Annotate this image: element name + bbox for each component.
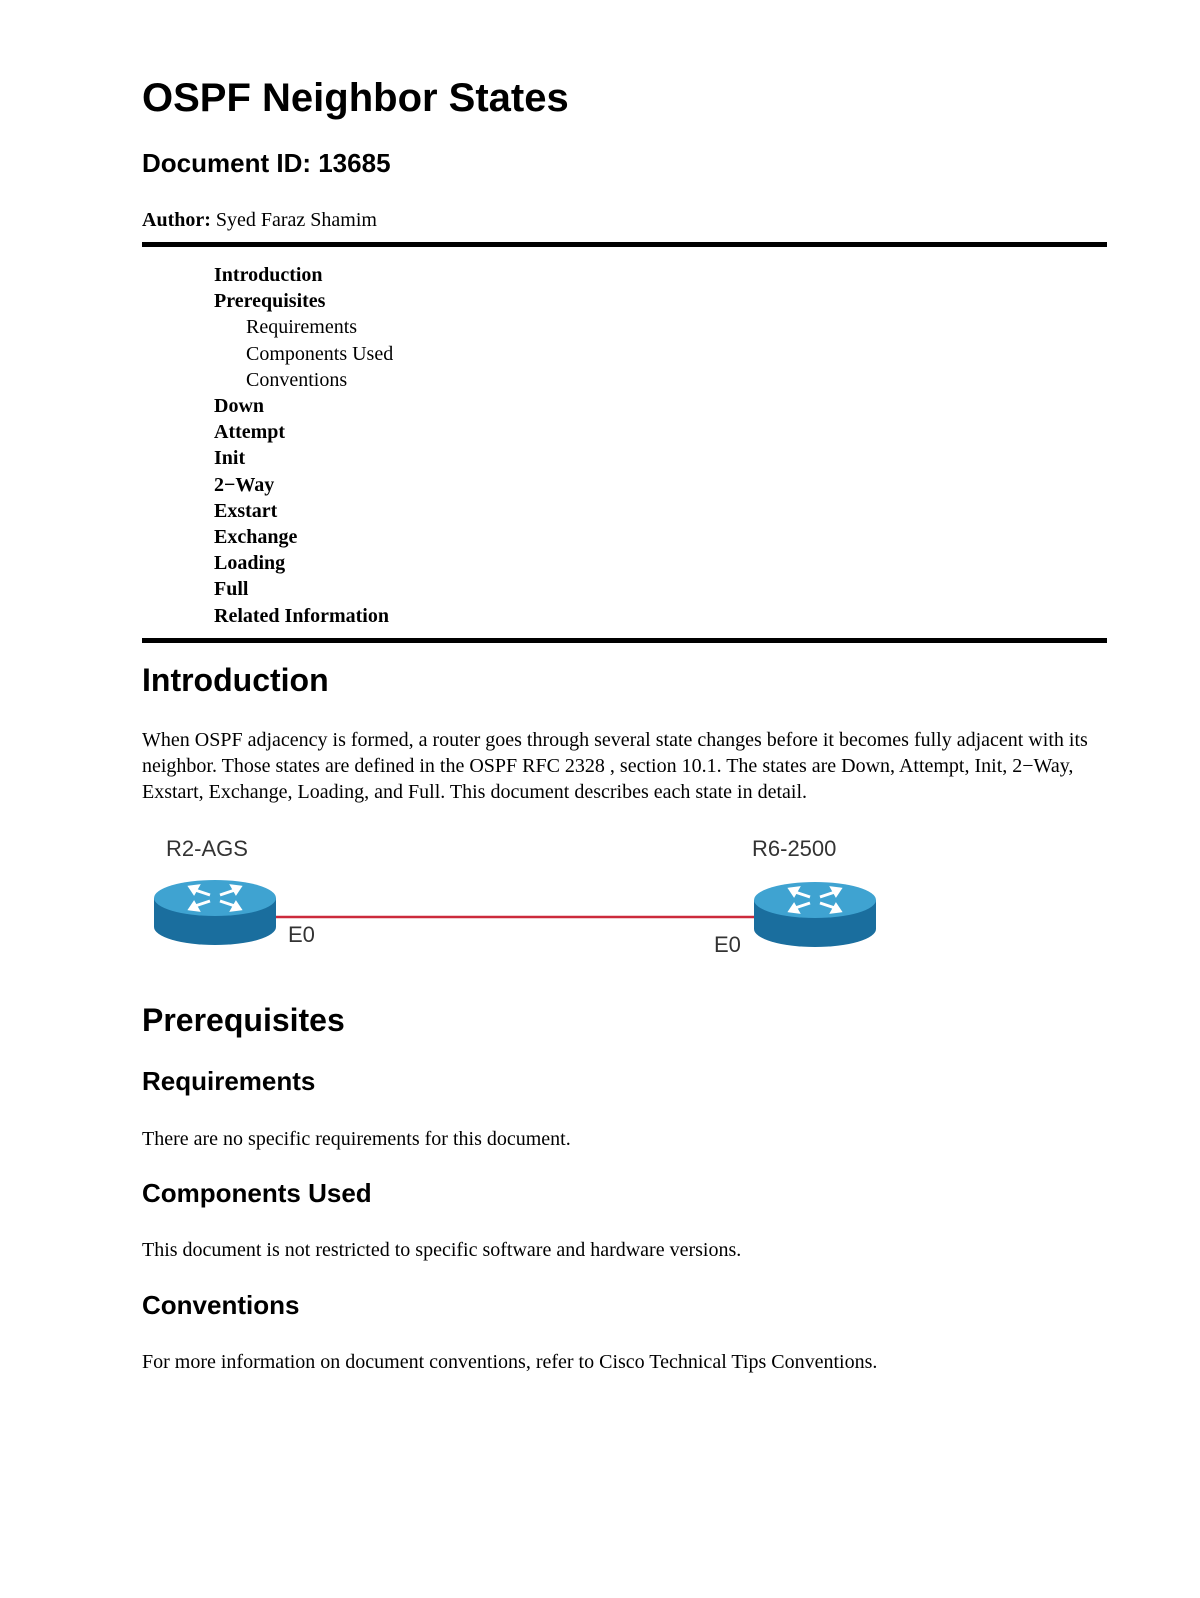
author-line xyxy=(142,207,377,233)
section-heading-prerequisites: Prerequisites xyxy=(142,1002,345,1038)
router-right-interface: E0 xyxy=(714,932,741,957)
author-label: Author: xyxy=(142,209,211,231)
toc-item[interactable]: Attempt xyxy=(214,421,286,444)
toc-bottom-rule xyxy=(142,638,1107,643)
toc-item[interactable]: Full xyxy=(214,578,249,601)
toc-top-rule xyxy=(142,242,1107,247)
section-heading-introduction: Introduction xyxy=(142,662,329,698)
toc-item[interactable]: Requirements xyxy=(246,316,358,339)
toc-item[interactable]: Introduction xyxy=(214,264,323,286)
subsection-heading-requirements: Requirements xyxy=(142,1066,316,1096)
router-right-name: R6-2500 xyxy=(752,836,837,861)
network-diagram xyxy=(140,828,900,978)
toc-item[interactable]: Prerequisites xyxy=(214,290,326,313)
toc-item[interactable]: 2−Way xyxy=(214,473,275,496)
page-title: OSPF Neighbor States xyxy=(142,76,569,120)
router-left-interface: E0 xyxy=(288,922,315,947)
components-used-text: This document is not restricted to specific software and hardware versions. xyxy=(142,1239,742,1261)
toc-item[interactable]: Down xyxy=(214,395,265,418)
subsection-heading-conventions: Conventions xyxy=(142,1290,300,1320)
requirements-text: There are no specific requirements for this document. xyxy=(142,1128,571,1150)
conventions-text: For more information on document conventions, refer to Cisco Technical Tips Conventions. xyxy=(142,1351,878,1373)
toc-item[interactable]: Components Used xyxy=(246,342,394,365)
introduction-text: When OSPF adjacency is formed, a router goes through several state changes before it becomes fully adjacent with its neighbor. Those states are defined in the OSPF RFC 2328 , section 10.1. The states are Down, Attempt, Init, 2−Way, Exstart, Exchange, Loading, and Full. This document describes each state in detail. xyxy=(142,729,1088,803)
document-id: Document ID: 13685 xyxy=(142,148,391,178)
toc-item[interactable]: Exstart xyxy=(214,499,278,522)
toc-item[interactable]: Conventions xyxy=(246,368,348,391)
subsection-heading-components-used: Components Used xyxy=(142,1178,372,1208)
diagram-svg xyxy=(140,828,900,978)
table-of-contents xyxy=(214,262,393,629)
router-left-name: R2-AGS xyxy=(166,836,248,861)
router-right-icon xyxy=(754,882,876,947)
toc-item[interactable]: Init xyxy=(214,447,246,470)
author-name: Syed Faraz Shamim xyxy=(215,209,377,231)
router-left-icon xyxy=(154,880,276,945)
toc-item[interactable]: Related Information xyxy=(214,604,389,627)
toc-item[interactable]: Exchange xyxy=(214,526,298,549)
toc-item[interactable]: Loading xyxy=(214,552,286,575)
